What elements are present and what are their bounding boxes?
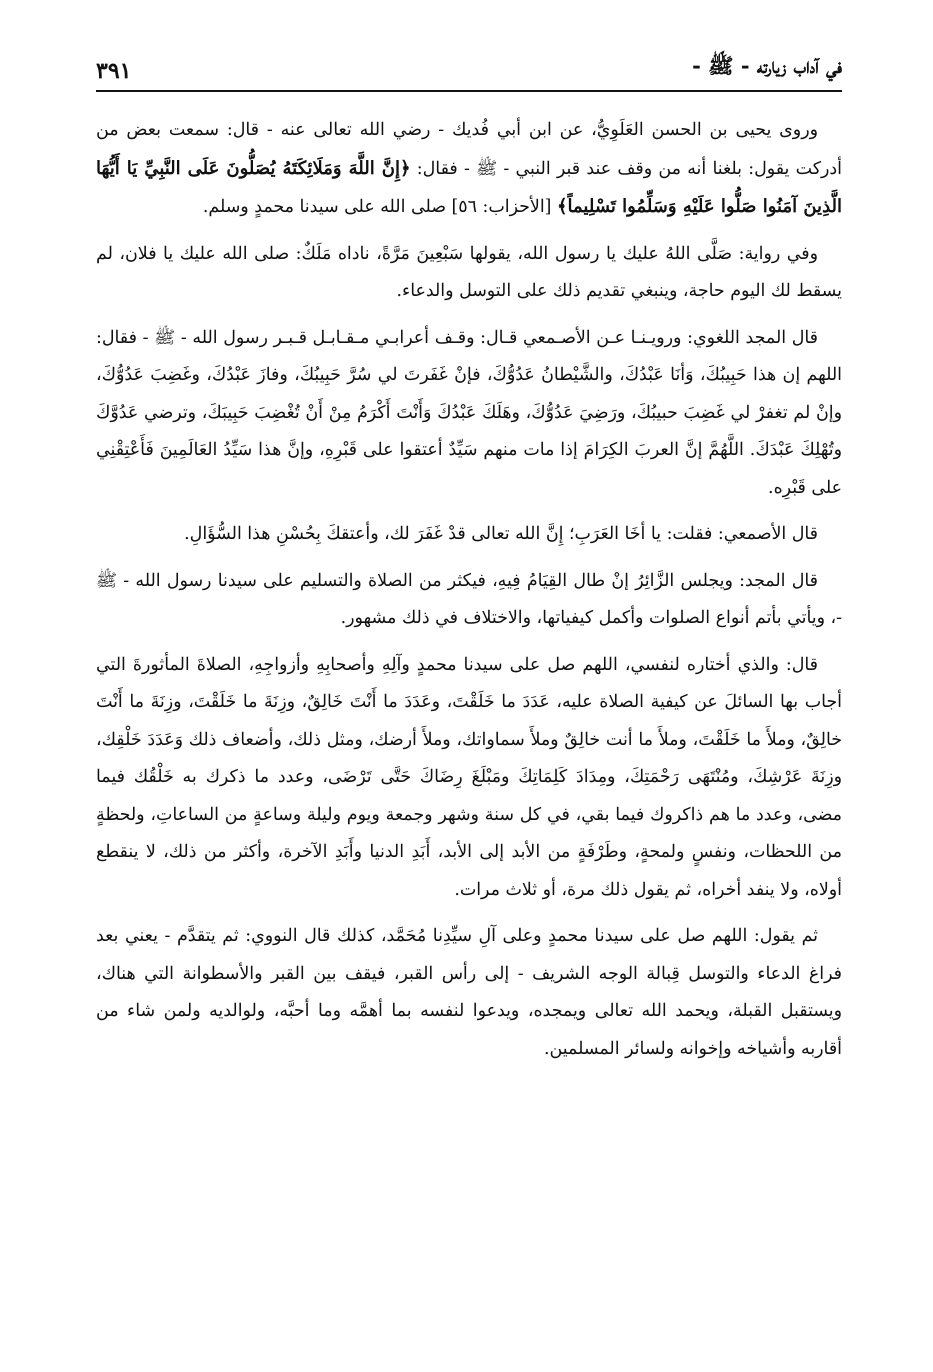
paragraph-4: قال الأصمعي: فقلت: يا أخَا العَرَبِ؛ إِنَّ الله تعالى قدْ غَفَرَ لك، وأعتقكَ بِحُسْنِ هذا السُّؤَالِ. (184, 524, 818, 544)
paragraph-2: وفي رواية: صَلَّى اللهُ عليك يا رسول الله، يقولها سَبْعِينَ مَرَّةً، ناداه مَلَكٌ: صلى الله عليك يا فلان، لم يسقط لك اليوم حاجة، وينبغي تقديم ذلك على التوسل والدعاء. (96, 243, 842, 301)
quran-verse: ﴿إِنَّ اللَّهَ وَمَلَائِكَتَهُ يُصَلُّونَ عَلَى النَّبِيِّ يَا أَيُّهَا الَّذِينَ آمَنُوا صَلُّوا عَلَيْهِ وَسَلِّمُوا تَسْلِيماً﴾ (96, 157, 842, 217)
page-number: ٣٩١ (96, 58, 132, 84)
page-body (96, 112, 842, 1077)
paragraph-1-intro: وروى يحيى بن الحسن العَلَوِيُّ، عن ابن أبي فُديك - رضي الله تعالى عنه - قال: سمعت بعض من أدركت يقول: بلغنا أنه من وقف عند قبر النبي - ﷺ - فقال: (96, 120, 842, 179)
paragraph-3: قال المجد اللغوي: ورويـنـا عـن الأصـمعي قـال: وقـف أعرابـي مـقـابـل قـبـر رسول الله - ﷺ - فقال: اللهم إن هذا حَبِيبُكَ، وَأنَا عَبْدُكَ، والشَّيْطانُ عَدُوُّكَ، فإنْ غَفَرتَ لي سُرَّ حَبِيبُكَ، وفازَ عَبْدُكَ، وغَضِبَ عَدُوُّكَ، وإنْ لم تغفرْ لي غَضِبَ حبيبُكَ، ورَضِيَ عَدُوُّكَ، وهَلَكَ عَبْدُكَ وَأَنْتَ أَكْرَمُ مِنْ أَنْ تُغْضِبَ حَبِيبَكَ، وترضي عَدُوَّكَ وتُهْلِكَ عَبْدَكَ. اللَّهُمَّ إنَّ العربَ الكِرَامَ إذا مات منهم سَيِّدٌ أعتقوا على قَبْرِهِ، وإنَّ هذا سَيِّدُ العَالَمِينَ فَأَعْتِقْنِي على قَبْرِه. (96, 327, 842, 498)
paragraph-5: قال المجد: ويجلس الزَّائِرُ إنْ طال القِيَامُ فِيهِ، فيكثر من الصلاة والتسليم على سيدنا رسول الله - ﷺ -، ويأتي بأتم أنواع الصلوات وأكمل كيفياتها، والاختلاف في ذلك مشهور. (96, 570, 842, 628)
paragraph-1 (96, 112, 842, 227)
running-title: في آداب زيارته - ﷺ - (692, 53, 842, 78)
paragraph-7: ثم يقول: اللهم صل على سيدنا محمدٍ وعلى آلِ سيِّدِنا مُحَمَّد، كذلك قال النووي: ثم يتقدَّم - يعني بعد فراغ الدعاء والتوسل قِبالة الوجه الشريف - إلى رأس القبر، فيقف بين القبر والأسطوانة التي هناك، ويستقبل القبلة، ويحمد الله تعالى ويمجده، ويدعوا لنفسه بما أهمَّه وما أحبَّه، ولوالديه ولمن شاء من أقاربه وأشياخه وإخوانه ولسائر المسلمين. (96, 926, 842, 1059)
paragraph-6: قال: والذي أختاره لنفسي، اللهم صل على سيدنا محمدٍ وآلِهِ وأصحابِهِ وأزواجِهِ، الصلاةَ المأثورةَ التي أجاب بها السائلَ عن كيفية الصلاة عليه، عَدَدَ ما خَلَقْتَ، وعَدَدَ ما أَنْتَ خَالِقٌ، وزِنَةَ ما خَلَقْتَ، وزِنَةَ ما أَنْتَ خالِقٌ، وملأَ ما خَلَقْتَ، وملأَ ما أنت خالِقٌ وملأَ سماواتك، وملأَ أرضك، ومثل ذلك، وأضعاف ذلك وَعَدَدَ خَلْقِك، وزِنَةَ عَرْشِكَ، ومُنْتَهَى رَحْمَتِكَ، ومِدَادَ كَلِمَاتِكَ ومَبْلَغَ رِضَاكَ حَتَّى تَرْضَى، وعدد ما ذكرك به خَلْقُك فيما مضى، وعدد ما هم ذاكروك فيما بقي، في كل سنة وشهر وجمعة ويوم وليلة وساعةٍ من الساعاتِ، ولحظةٍ من اللحظات، ونفسٍ ولمحةٍ، وطَرْفَةٍ من الأبد إلى الأبد، أَبَدِ الدنيا وأَبَدِ الآخرة، وأكثر من ذلك، لا ينقطع أولاه، ولا ينفد أخراه، ثم يقول ذلك مرة، أو ثلاث مرات. (96, 654, 842, 900)
paragraph-1-citation: [الأحزاب: ٥٦] صلى الله على سيدنا محمدٍ وسلم. (202, 197, 557, 217)
page-header (96, 52, 842, 92)
